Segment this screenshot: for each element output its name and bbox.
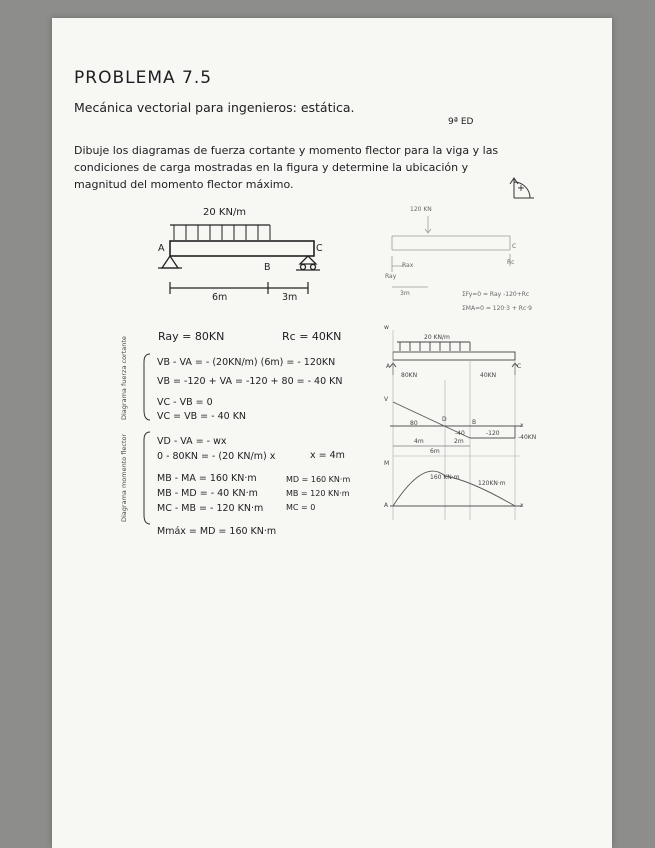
edition-label: 9ª ED xyxy=(448,117,474,127)
point-c-label: C xyxy=(316,243,323,254)
diag-d-label: D xyxy=(442,416,447,423)
moment-max: Mmáx = MD = 160 KN·m xyxy=(157,526,277,537)
moment-line-5: MC - MB = - 120 KN·m xyxy=(157,503,264,514)
point-a-label: A xyxy=(158,243,165,254)
fbd-rax-label: Rax xyxy=(402,262,414,269)
shear-line-3: VC - VB = 0 xyxy=(157,397,213,408)
diag-v-40kn: -40KN xyxy=(518,434,537,441)
fbd-c-label: C xyxy=(512,243,517,250)
moment-bracket xyxy=(144,432,150,524)
diag-b-label: B xyxy=(472,419,477,426)
load-label: 20 KN/m xyxy=(203,207,247,218)
diag-load-label: 20 KN/m xyxy=(424,334,450,341)
diag-m-120: 120KN·m xyxy=(478,480,506,487)
reaction-rc: Rc = 40KN xyxy=(282,330,342,343)
diag-m-a-label: A xyxy=(384,502,389,509)
diag-rc-value: 40KN xyxy=(480,372,497,379)
problem-statement: Dibuje los diagramas de fuerza cortante y momento flector para la viga y las condiciones de carga mostradas en la figura y determine la ubicación y magnitud del momento flector máximo. xyxy=(74,144,499,191)
diag-v-80: 80 xyxy=(410,420,418,427)
free-body-diagram xyxy=(392,216,510,287)
moment-line-4: MB - MD = - 40 KN·m xyxy=(157,488,258,499)
diag-v-neg40: -40 xyxy=(455,430,465,437)
diag-v-neg120: -120 xyxy=(486,430,500,437)
problem-title: PROBLEMA 7.5 xyxy=(74,68,213,88)
moment-right-2: MB = 120 KN·m xyxy=(286,489,350,498)
span-ab-label: 6m xyxy=(212,292,228,303)
moment-right-1: MD = 160 KN·m xyxy=(286,475,351,484)
span-bc-label: 3m xyxy=(282,292,298,303)
fbd-eq-fy: ΣFy=0 = Ray -120+Rc xyxy=(462,291,530,298)
roller-support-c xyxy=(296,256,320,270)
moment-line-2: 0 - 80KN = - (20 KN/m) x xyxy=(157,451,276,462)
moment-side-label: Diagrama momento flector xyxy=(120,433,128,522)
diag-dim-6m: 6m xyxy=(430,448,440,455)
diag-dim-2m: 2m xyxy=(454,438,464,445)
fbd-ray-label: Ray xyxy=(385,273,397,280)
shear-side-label: Diagrama fuerza cortante xyxy=(120,336,128,420)
moment-right-3: MC = 0 xyxy=(286,503,316,512)
sign-plus-label: + xyxy=(517,183,525,194)
beam-figure xyxy=(158,225,320,294)
diag-m-160: 160 KN·m xyxy=(430,474,460,481)
fbd-dist-label: 3m xyxy=(400,290,410,297)
diag-m-axis: M xyxy=(384,460,390,467)
book-title: Mecánica vectorial para ingenieros: estática. xyxy=(74,100,355,115)
diag-ra-value: 80KN xyxy=(401,372,418,379)
fbd-eq-ma: ΣMA=0 = 120·3 + Rc·9 xyxy=(462,305,532,312)
shear-bracket xyxy=(144,354,150,420)
shear-line-4: VC = VB = - 40 KN xyxy=(157,411,247,422)
moment-line-3: MB - MA = 160 KN·m xyxy=(157,473,257,484)
moment-line-1: VD - VA = - wx xyxy=(157,436,227,447)
shear-line-1: VB - VA = - (20KN/m) (6m) = - 120KN xyxy=(157,357,336,368)
distributed-load-arrows xyxy=(174,225,270,240)
diag-m-x-axis: x xyxy=(520,502,524,509)
diag-c-label: C xyxy=(517,363,522,370)
diag-w-label: w xyxy=(384,324,389,331)
pin-support-a xyxy=(158,256,182,268)
moment-x-result: x = 4m xyxy=(310,450,345,461)
diag-a-label: A xyxy=(386,363,391,370)
fbd-resultant: 120 KN xyxy=(410,206,432,213)
diag-v-axis: V xyxy=(384,396,389,403)
fbd-rc-label: Rc xyxy=(507,259,515,266)
diag-dim-4m: 4m xyxy=(414,438,424,445)
shear-line-2: VB = -120 + VA = -120 + 80 = - 40 KN xyxy=(157,376,343,387)
point-b-label: B xyxy=(264,262,271,273)
reaction-ray: Ray = 80KN xyxy=(158,330,225,343)
diag-x-axis: x xyxy=(520,422,524,429)
